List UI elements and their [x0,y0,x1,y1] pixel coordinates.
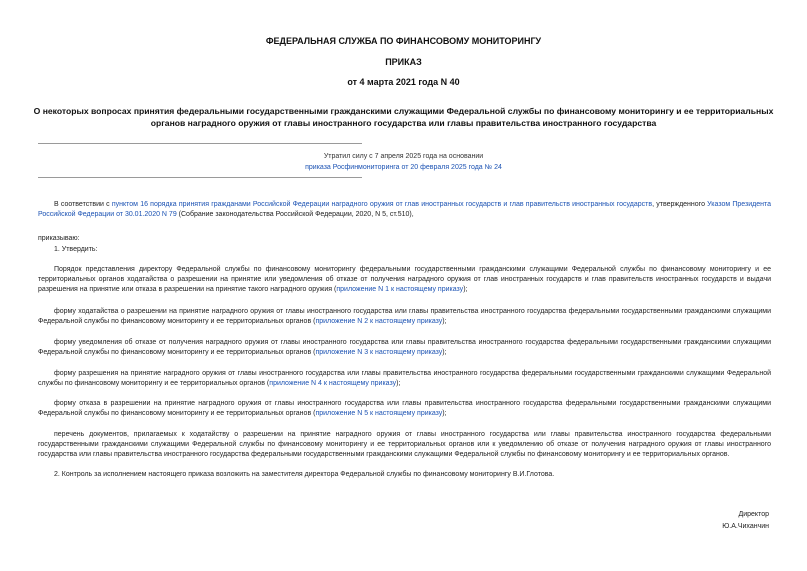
signature-position: Директор [738,511,769,518]
agency-name: ФЕДЕРАЛЬНАЯ СЛУЖБА ПО ФИНАНСОВОМУ МОНИТОРИНГУ [265,36,542,46]
divider-bottom [38,177,362,178]
order-word: приказываю: [38,235,80,242]
document-type: ПРИКАЗ [385,57,422,67]
appendix-2-link[interactable]: приложение N 2 к настоящему приказу [315,318,443,325]
status-note-text: Утратил силу с 7 апреля 2025 года на основании [323,153,484,160]
repeal-order-link[interactable]: приказа Росфинмониторинга от 20 февраля 2025 года № 24 [305,164,502,171]
appendix-5-link[interactable]: приложение N 5 к настоящему приказу [315,410,443,417]
approve-item-1: Порядок представления директору Федеральной службы по финансовому мониторингу федеральными государственными гражданскими служащими Федеральной службы по финансовому мониторингу и ее территориальных органов ходатайства о разрешении на принятие или уведомления об отказе от получения наградного оружия от глав иностранных государств и глав правительств иностранных государств и выдачи разрешения на принятие или отказа в разрешении на принятие такого наградного оружия (приложение N 1 к настоящему приказу); [38,266,771,293]
appendix-3-link[interactable]: приложение N 3 к настоящему приказу [315,349,443,356]
preamble: В соответствии с пунктом 16 порядка принятия гражданами Российской Федерации наградного оружия от глав иностранных государств и глав правительств иностранных государств, утвержденного Указом Президента Российской Федерации от 30.01.2020 N 79 (Собрание законодательства Российской Федерации, 2020, N 5, ст.510), [38,201,772,218]
document-title: О некоторых вопросах принятия федеральными государственными гражданскими служащими Федеральной службы по финансовому мониторингу и ее территориальных органов наградного оружия от главы иностранного государства или главы правительства иностранного государства [33,106,774,128]
divider-top [38,143,362,144]
approve-item-5: форму отказа в разрешении на принятие наградного оружия от главы иностранного государства или главы правительства иностранного государства федеральными государственными гражданскими служащими Федеральной службы по финансовому мониторингу и ее территориальных органов (приложение N 5 к настоящему приказу); [38,400,771,417]
approve-item-4: форму разрешения на принятие наградного оружия от главы иностранного государства или главы правительства иностранного государства федеральными государственными гражданскими служащими Федеральной службы по финансовому мониторингу и ее территориальных органов (приложение N 4 к настоящему приказу); [38,370,771,387]
procedure-link[interactable]: пунктом 16 порядка принятия гражданами Российской Федерации наградного оружия от глав иностранных государств и глав правительств иностранных государств [111,201,653,208]
status-note [0,151,807,173]
appendix-1-link[interactable]: приложение N 1 к настоящему приказу [336,286,464,293]
decree-link[interactable]: Указом Президента Российской Федерации от 30.01.2020 N 79 [38,201,772,218]
signature-name: Ю.А.Чиханчин [722,523,769,530]
appendix-4-link[interactable]: приложение N 4 к настоящему приказу [269,380,397,387]
approve-item-2: форму ходатайства о разрешении на принятие наградного оружия от главы иностранного государства или главы правительства иностранного государства федеральными государственными гражданскими служащими Федеральной службы по финансовому мониторингу и ее территориальных органов (приложение N 2 к настоящему приказу); [38,308,771,325]
item-1: 1. Утвердить: [54,246,98,253]
approve-item-3: форму уведомления об отказе от получения наградного оружия от главы иностранного государства или главы правительства иностранного государства федеральными государственными гражданскими служащими Федеральной службы по финансовому мониторингу и ее территориальных органов (приложение N 3 к настоящему приказу); [38,339,771,356]
documents-list-item: перечень документов, прилагаемых к ходатайству о разрешении на принятие наградного оружия от главы иностранного государства или главы правительства иностранного государства федеральными государственными гражданскими служащими Федеральной службы по финансовому мониторингу и ее территориальных органов или к уведомлению об отказе от получения наградного оружия от главы иностранного государства или главы правительства иностранного государства федеральными государственными гражданскими служащими Федеральной службы по финансовому мониторингу и ее территориальных органов. [38,431,771,458]
item-2: 2. Контроль за исполнением настоящего приказа возложить на заместителя директора Федеральной службы по финансовому мониторингу В.И.Глотова. [54,471,555,478]
document-date-number: от 4 марта 2021 года N 40 [347,77,460,87]
